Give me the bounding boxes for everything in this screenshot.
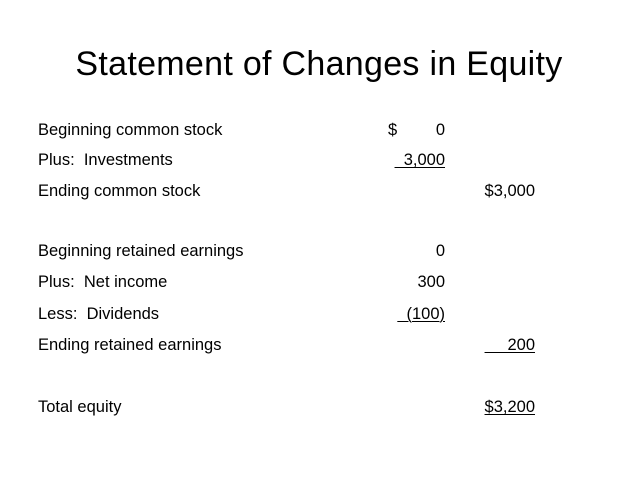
row-label: Plus: Investments (38, 151, 173, 169)
amount-column-2: $3,200 (484, 398, 535, 416)
row-label: Beginning common stock (38, 121, 223, 139)
amount-column-1: 300 (417, 273, 445, 291)
row-label: Beginning retained earnings (38, 242, 244, 260)
page-title: Statement of Changes in Equity (75, 45, 563, 83)
row-label: Less: Dividends (38, 305, 160, 323)
row-label: Plus: Net income (38, 273, 168, 291)
statement-row-investments (0, 146, 638, 174)
amount-column-1: 3,000 (394, 151, 445, 169)
statement-row-beginning-common-stock (0, 116, 638, 144)
statement-row-ending-common-stock (0, 177, 638, 205)
dollar-sign: $ (388, 121, 398, 139)
amount-column-1: 0 (435, 121, 445, 139)
amount-column-2: $3,000 (484, 182, 535, 200)
statement-row-total-equity (0, 393, 638, 421)
row-label: Ending common stock (38, 182, 201, 200)
amount-column-2: 200 (484, 336, 535, 354)
statement-row-beginning-retained-earnings (0, 237, 638, 265)
statement-row-ending-retained-earnings (0, 331, 638, 359)
amount-column-1: (100) (397, 305, 445, 323)
row-label: Ending retained earnings (38, 336, 222, 354)
row-label: Total equity (38, 398, 122, 416)
amount-column-1: 0 (435, 242, 445, 260)
statement-row-net-income (0, 268, 638, 296)
statement-row-dividends (0, 300, 638, 328)
